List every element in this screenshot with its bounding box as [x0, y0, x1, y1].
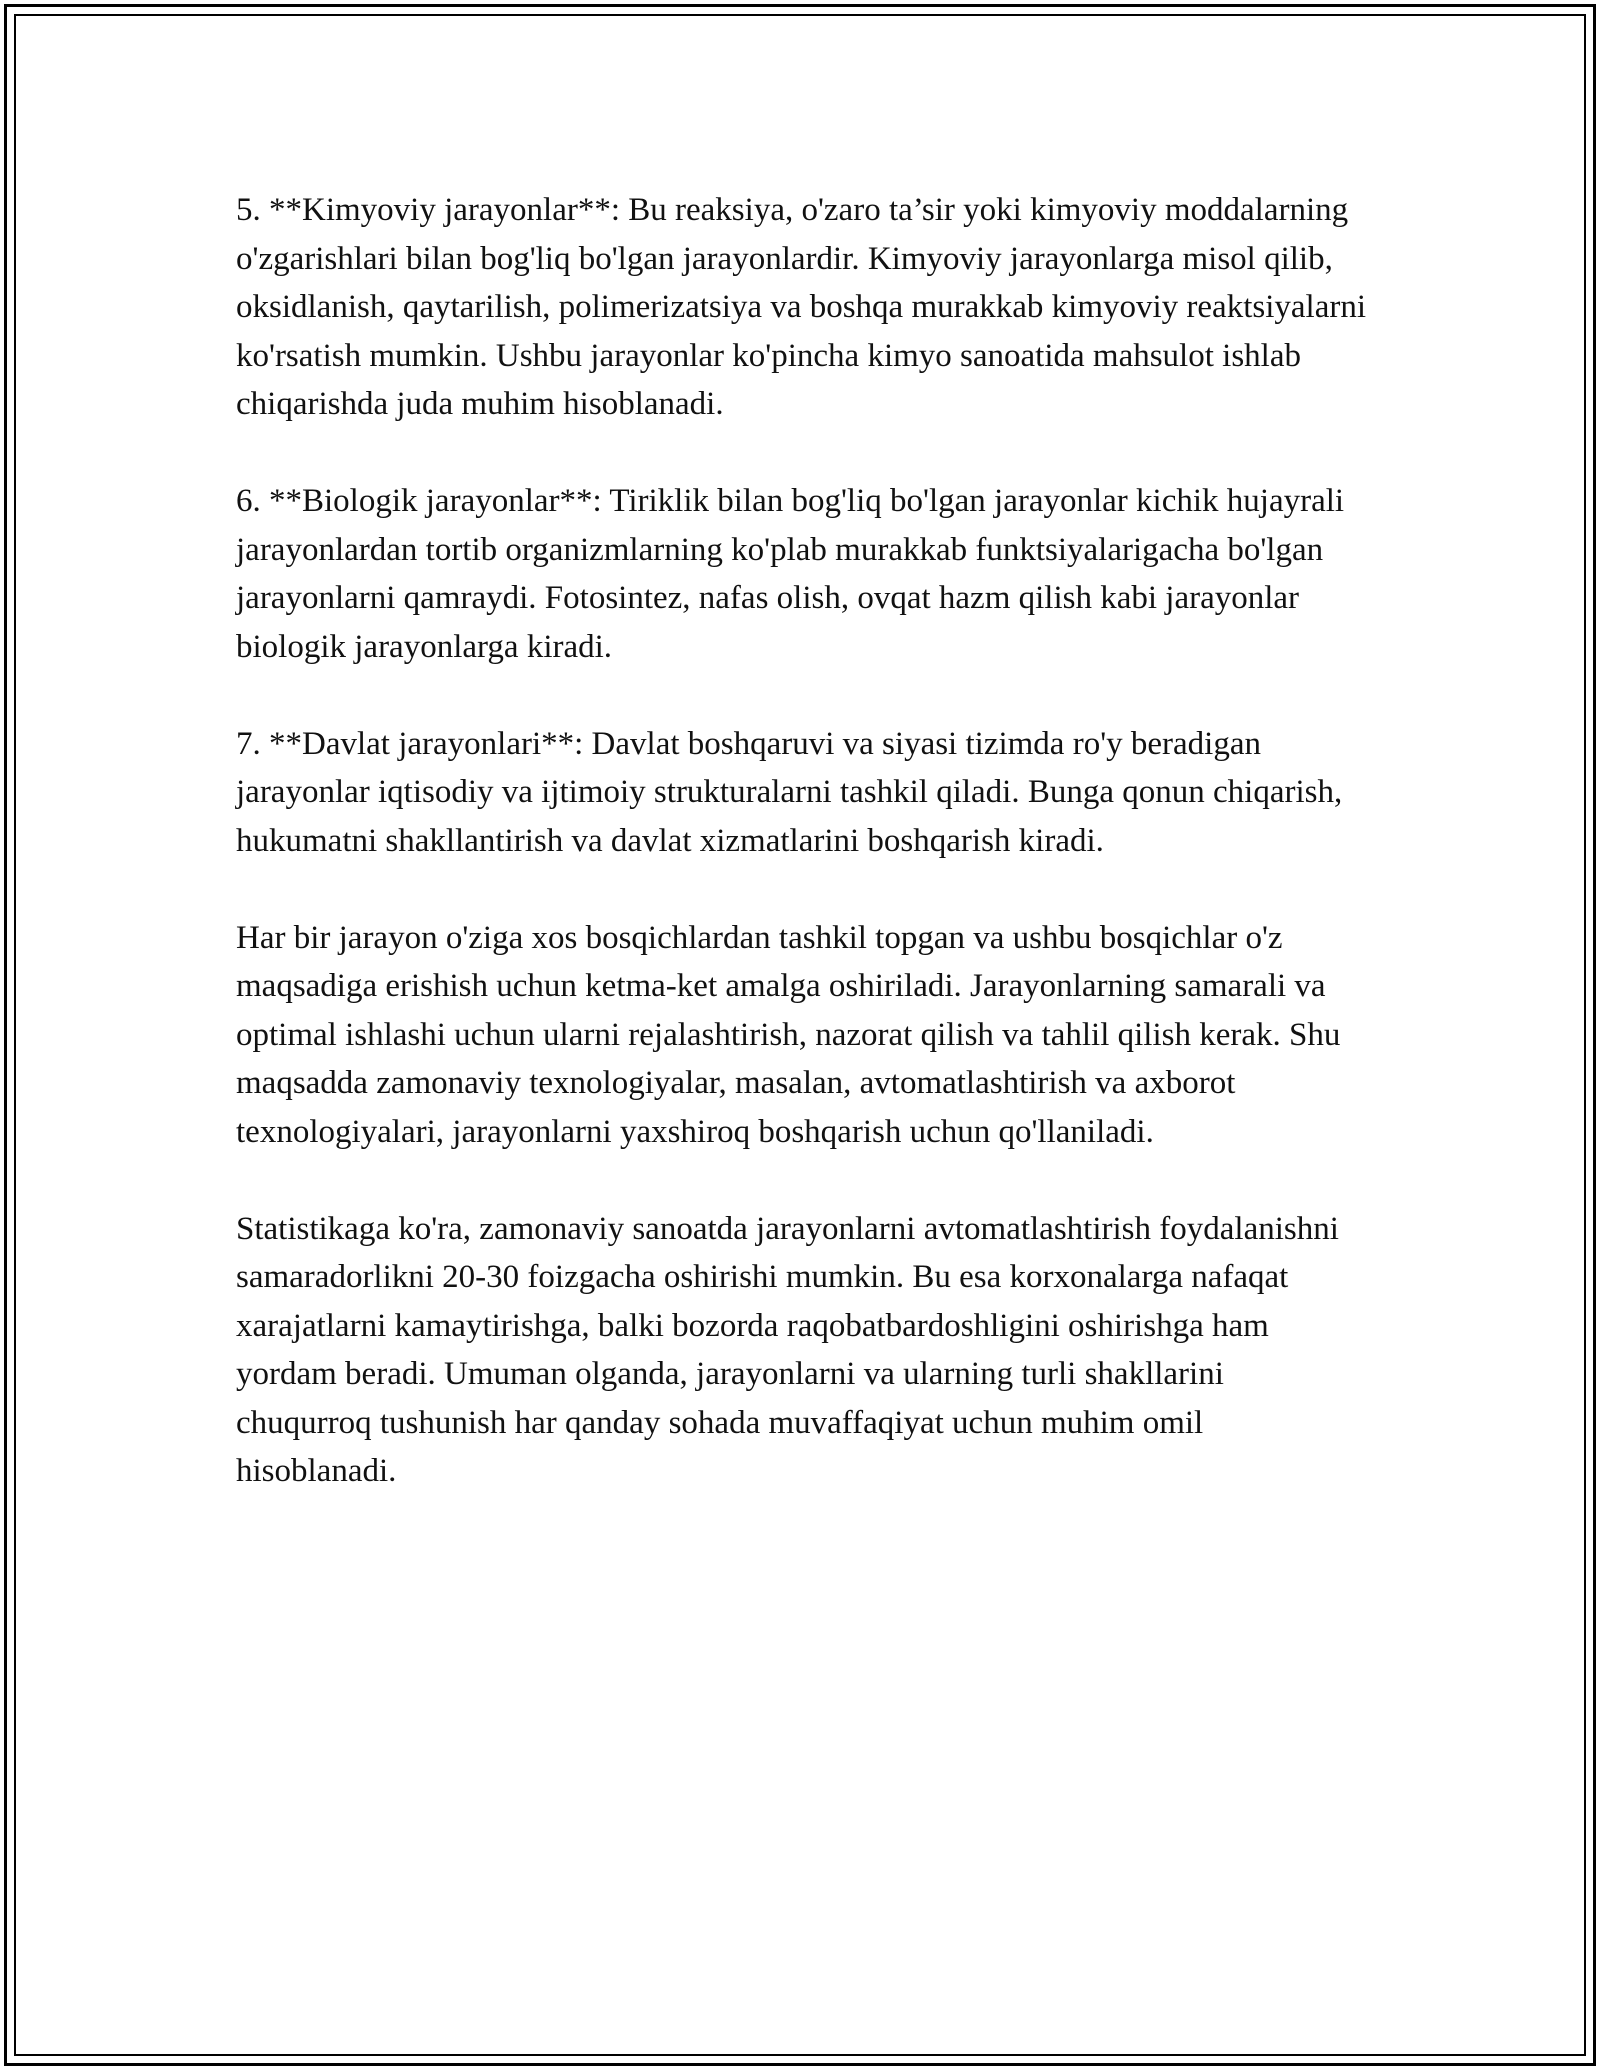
document-body — [236, 186, 1366, 1496]
paragraph-chemical-processes: 5. **Kimyoviy jarayonlar**: Bu reaksiya, o'zaro ta’sir yoki kimyoviy moddalarning o'zgarishlari bilan bog'liq bo'lgan jarayonlardir. Kimyoviy jarayonlarga misol qilib, oksidlanish, qaytarilish, polimerizatsiya va boshqa murakkab kimyoviy reaktsiyalarni ko'rsatish mumkin. Ushbu jarayonlar ko'pincha kimyo sanoatida mahsulot ishlab chiqarishda juda muhim hisoblanadi. — [236, 192, 1366, 422]
paragraph-statistics: Statistikaga ko'ra, zamonaviy sanoatda jarayonlarni avtomatlashtirish foydalanishni samaradorlikni 20-30 foizgacha oshirishi mumkin. Bu esa korxonalarga nafaqat xarajatlarni kamaytirishga, balki bozorda raqobatbardoshligini oshirishga ham yordam beradi. Umuman olganda, jarayonlarni va ularning turli shakllarini chuqurroq tushunish har qanday sohada muvaffaqiyat uchun muhim omil hisoblanadi. — [236, 1210, 1339, 1489]
paragraph-biological-processes: 6. **Biologik jarayonlar**: Tiriklik bilan bog'liq bo'lgan jarayonlar kichik hujayrali jarayonlardan tortib organizmlarning ko'plab murakkab funktsiyalarigacha bo'lgan jarayonlarni qamraydi. Fotosintez, nafas olish, ovqat hazm qilish kabi jarayonlar biologik jarayonlarga kiradi. — [236, 483, 1345, 665]
paragraph-process-stages: Har bir jarayon o'ziga xos bosqichlardan tashkil topgan va ushbu bosqichlar o'z maqsadiga erishish uchun ketma-ket amalga oshiriladi. Jarayonlarning samarali va optimal ishlashi uchun ularni rejalashtirish, nazorat qilish va tahlil qilish kerak. Shu maqsadda zamonaviy texnologiyalar, masalan, avtomatlashtirish va axborot texnologiyalari, jarayonlarni yaxshiroq boshqarish uchun qo'llaniladi. — [236, 919, 1341, 1150]
paragraph-state-processes: 7. **Davlat jarayonlari**: Davlat boshqaruvi va siyasi tizimda ro'y beradigan jarayonlar iqtisodiy va ijtimoiy strukturalarni tashkil qiladi. Bunga qonun chiqarish, hukumatni shakllantirish va davlat xizmatlarini boshqarish kiradi. — [236, 725, 1343, 859]
